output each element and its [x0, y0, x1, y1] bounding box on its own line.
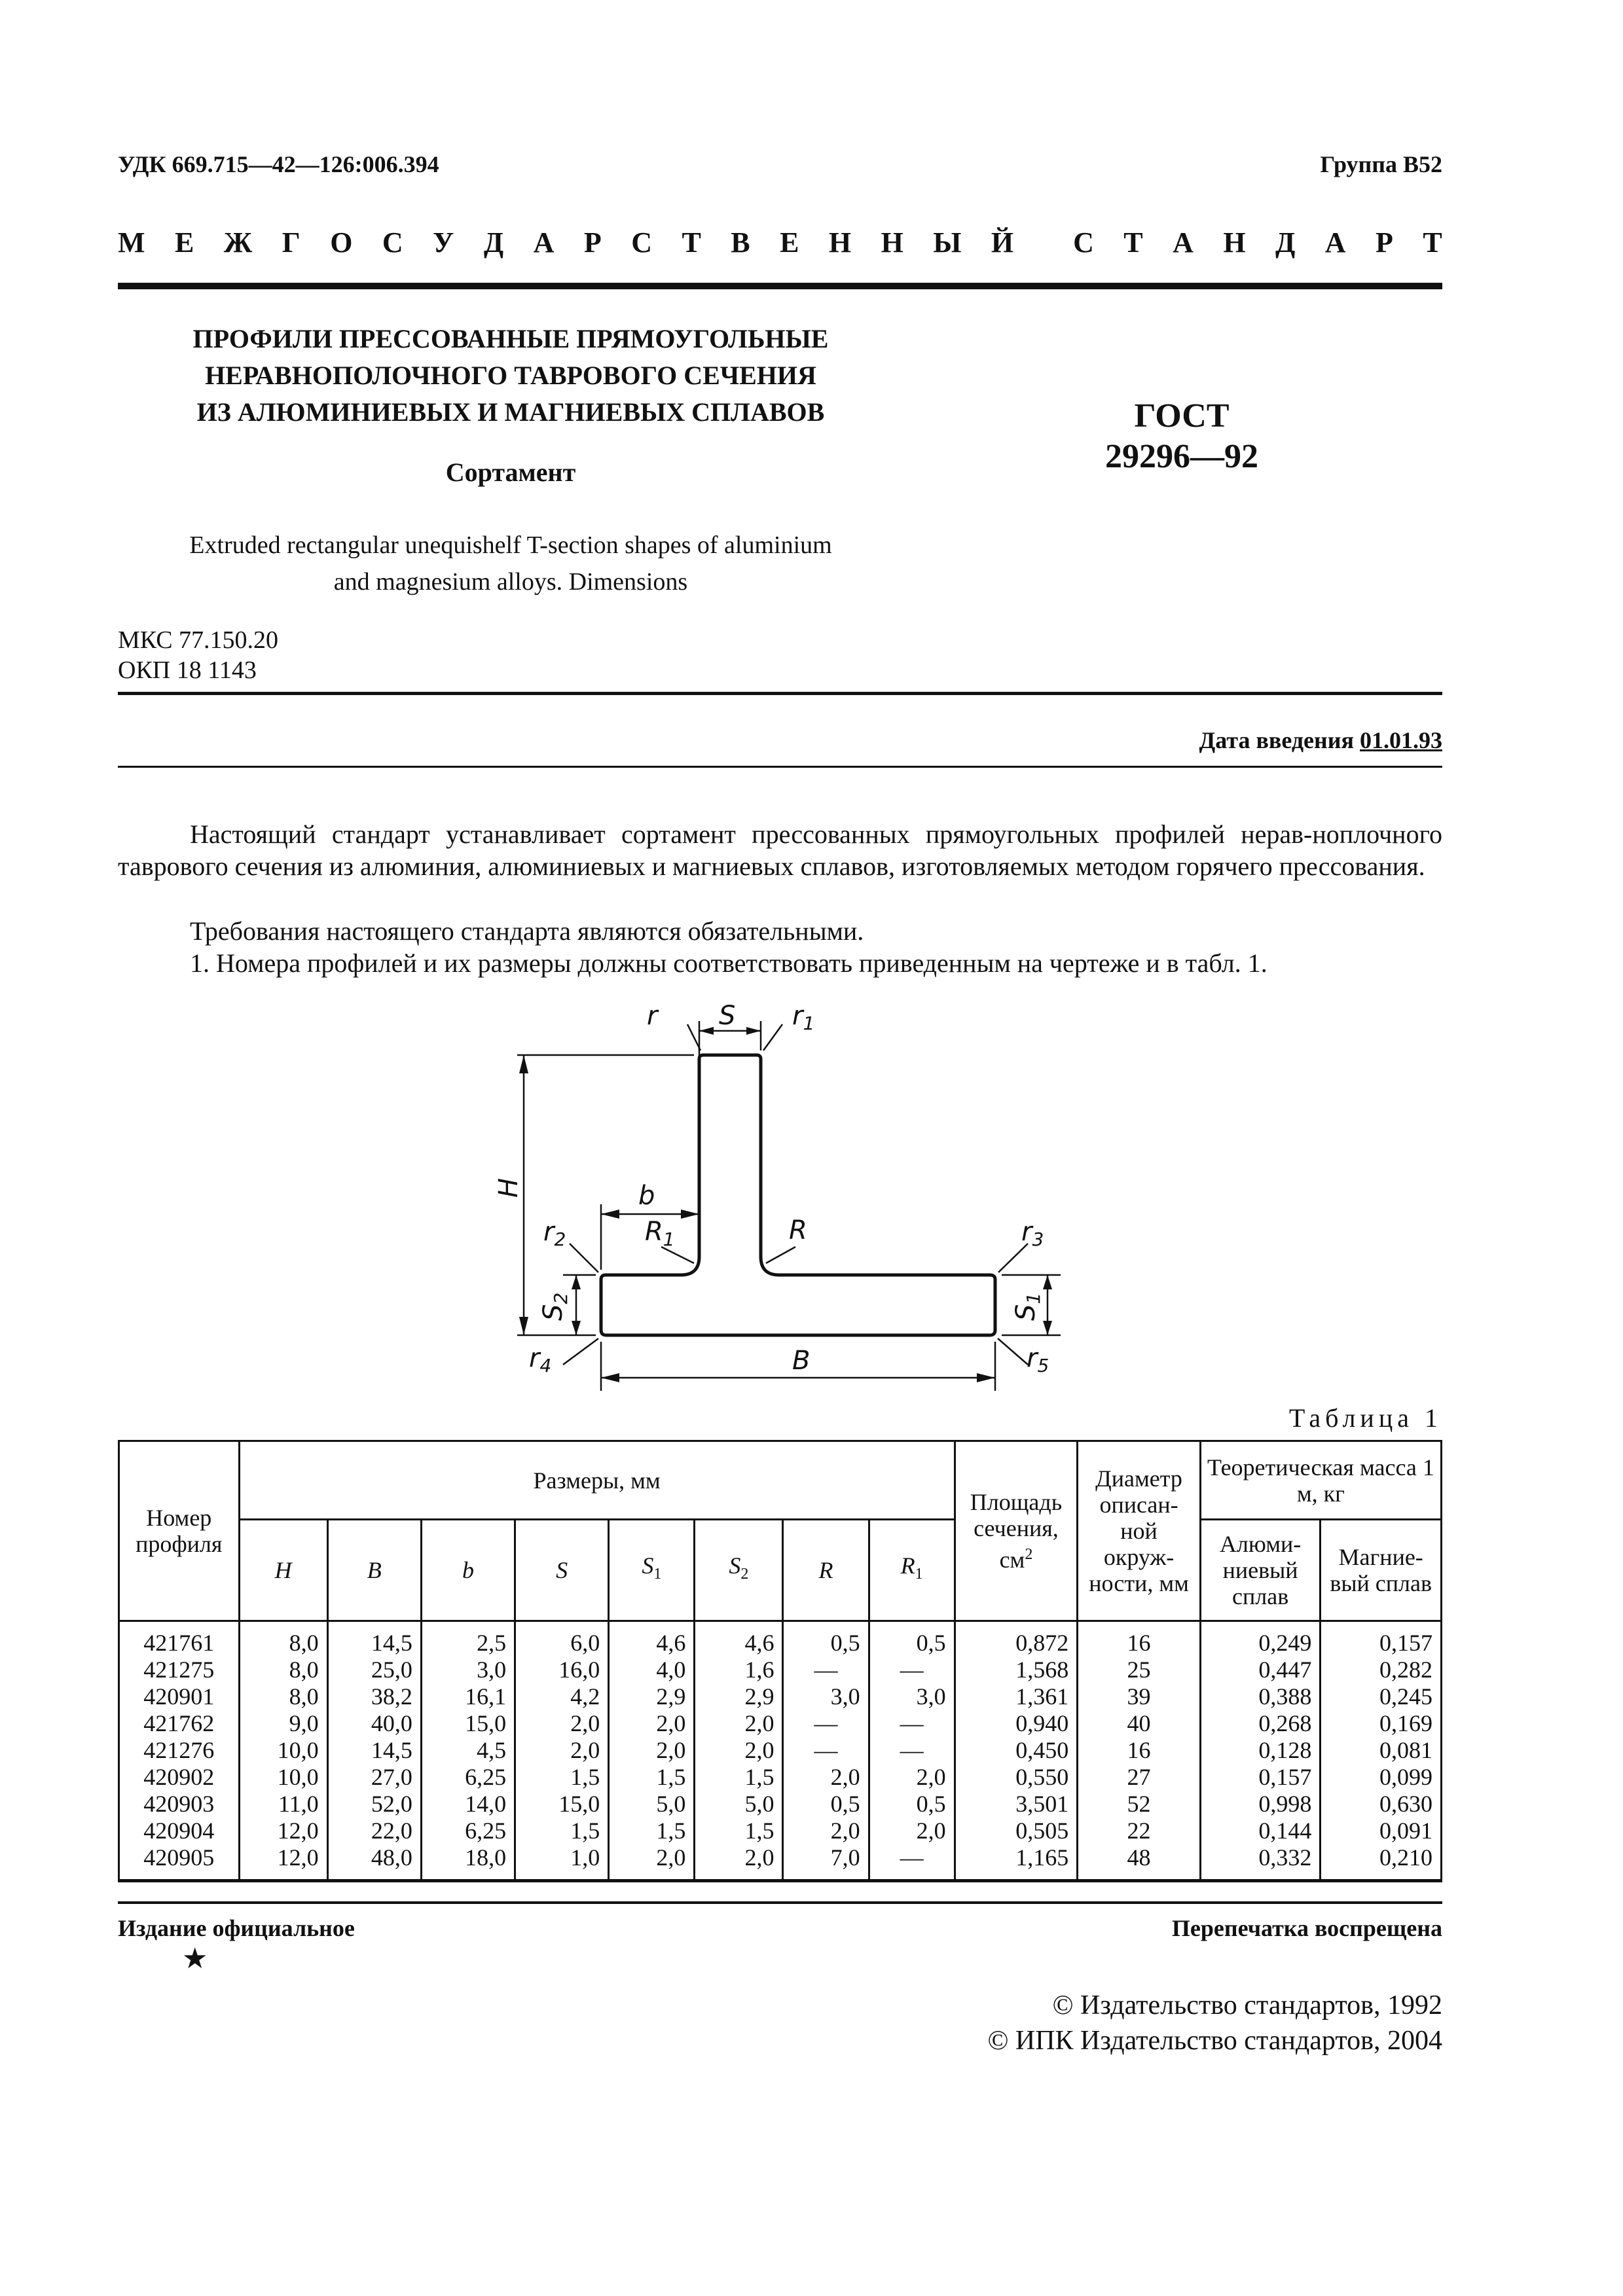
- table-cell: 2,0: [515, 1710, 609, 1737]
- header-S2: $S_2$: [695, 1520, 783, 1621]
- table-cell: 9,0: [239, 1710, 327, 1737]
- table-cell: 12,0: [239, 1818, 327, 1844]
- header-dimensions: Размеры, мм: [239, 1441, 955, 1520]
- table-cell: 421275: [119, 1657, 240, 1683]
- table-cell: 10,0: [239, 1764, 327, 1791]
- heading-letter: А: [1324, 226, 1346, 259]
- date-value: 01.01.93: [1360, 727, 1442, 753]
- table-cell: 3,0: [869, 1683, 955, 1710]
- header-S1: $S_1$: [609, 1520, 695, 1621]
- table-cell: 15,0: [515, 1791, 609, 1818]
- table-cell: 8,0: [239, 1683, 327, 1710]
- table-row: [119, 1737, 1442, 1764]
- heading-letter: Ж: [223, 226, 253, 259]
- header-R1: $R_1$: [869, 1520, 955, 1621]
- mks-code: МКС 77.150.20: [118, 626, 279, 654]
- header-H: H: [239, 1520, 327, 1621]
- table-cell: 0,550: [955, 1764, 1078, 1791]
- table-cell: 0,144: [1200, 1818, 1321, 1844]
- heading-letter: Е: [174, 226, 194, 259]
- table-row: [119, 1683, 1442, 1710]
- heading-letter: Г: [282, 226, 301, 259]
- table-cell: 1,5: [695, 1764, 783, 1791]
- label-R: R: [789, 1215, 807, 1246]
- heading-letter: Д: [1275, 226, 1296, 259]
- official-edition: Издание официальное: [118, 1915, 355, 1941]
- table-cell: 22,0: [327, 1818, 421, 1844]
- table-cell: 40: [1078, 1710, 1201, 1737]
- table-cell: 3,501: [955, 1791, 1078, 1818]
- table-cell: 0,245: [1321, 1683, 1442, 1710]
- table-cell: 421762: [119, 1710, 240, 1737]
- title-line-3: ИЗ АЛЮМИНИЕВЫХ И МАГНИЕВЫХ СПЛАВОВ: [196, 397, 825, 427]
- table-cell: 0,169: [1321, 1710, 1442, 1737]
- table-row: [119, 1764, 1442, 1791]
- heading-letter: С: [1073, 226, 1094, 259]
- table-cell: 1,5: [515, 1818, 609, 1844]
- table-cell: 420904: [119, 1818, 240, 1844]
- table-cell: 1,6: [695, 1657, 783, 1683]
- english-title-line-1: Extruded rectangular unequishelf T-section shapes of aluminium: [189, 531, 832, 559]
- table-cell: 8,0: [239, 1657, 327, 1683]
- table-cell: 16,0: [515, 1657, 609, 1683]
- table-cell: 420905: [119, 1844, 240, 1881]
- table-cell: 5,0: [609, 1791, 695, 1818]
- table-cell: 421276: [119, 1737, 240, 1764]
- table-cell: 5,0: [695, 1791, 783, 1818]
- dimension-arrows: [519, 1027, 1052, 1382]
- header-mass: Теоретическая масса 1 м, кг: [1200, 1441, 1441, 1520]
- table-cell: 2,0: [609, 1844, 695, 1881]
- header-profile-number: Номер профиля: [119, 1441, 240, 1621]
- table-cell: 2,9: [609, 1683, 695, 1710]
- table-cell: 2,0: [695, 1737, 783, 1764]
- table-cell: 16: [1078, 1621, 1201, 1657]
- table-cell: 14,0: [421, 1791, 515, 1818]
- table-cell: 15,0: [421, 1710, 515, 1737]
- header-b: b: [421, 1520, 515, 1621]
- udk-code: УДК 669.715—42—126:006.394: [118, 151, 439, 177]
- table-cell: 0,630: [1321, 1791, 1442, 1818]
- table-cell: 1,5: [515, 1764, 609, 1791]
- label-R1: $R_1$: [645, 1217, 675, 1250]
- table-row: [119, 1657, 1442, 1683]
- table-cell: 38,2: [327, 1683, 421, 1710]
- table-cell: 2,0: [609, 1737, 695, 1764]
- heading-letter: Т: [1423, 226, 1442, 259]
- okp-code: ОКП 18 1143: [118, 656, 257, 684]
- table-cell: 6,0: [515, 1621, 609, 1657]
- table-cell: 0,5: [783, 1791, 869, 1818]
- gost-code: 29296—92: [1105, 438, 1258, 475]
- table-cell: 2,0: [695, 1710, 783, 1737]
- table-cell: 4,2: [515, 1683, 609, 1710]
- table-cell: 14,5: [327, 1621, 421, 1657]
- table-row: [119, 1844, 1442, 1881]
- heading-letter: Н: [828, 226, 852, 259]
- table-cell: 1,361: [955, 1683, 1078, 1710]
- table-cell: 16: [1078, 1737, 1201, 1764]
- heading-letter: Н: [881, 226, 903, 259]
- table-cell: 2,0: [869, 1764, 955, 1791]
- table-cell: 52: [1078, 1791, 1201, 1818]
- table-cell: 0,128: [1200, 1737, 1321, 1764]
- table-cell: 4,6: [695, 1621, 783, 1657]
- document-subtitle: Сортамент: [445, 457, 576, 487]
- table-cell: 1,165: [955, 1844, 1078, 1881]
- table-cell: 2,0: [515, 1737, 609, 1764]
- table-cell: 0,099: [1321, 1764, 1442, 1791]
- table-cell: 16,1: [421, 1683, 515, 1710]
- heading-letter: Й: [991, 226, 1014, 259]
- label-r1: $r_1$: [792, 1001, 815, 1034]
- table-cell: 22: [1078, 1818, 1201, 1844]
- table-cell: 11,0: [239, 1791, 327, 1818]
- table-cell: 0,998: [1200, 1791, 1321, 1818]
- heading-letter: Р: [1376, 226, 1393, 259]
- header-R: R: [783, 1520, 869, 1621]
- table-cell: 1,5: [695, 1818, 783, 1844]
- table-cell: 3,0: [421, 1657, 515, 1683]
- table-cell: —: [869, 1844, 955, 1881]
- table-cell: 0,282: [1321, 1657, 1442, 1683]
- table-cell: 2,0: [869, 1818, 955, 1844]
- table-row: [119, 1710, 1442, 1737]
- table-cell: 7,0: [783, 1844, 869, 1881]
- header-magnesium-alloy: Магние-вый сплав: [1321, 1520, 1442, 1621]
- table-cell: 18,0: [421, 1844, 515, 1881]
- table-cell: 12,0: [239, 1844, 327, 1881]
- table-cell: 4,5: [421, 1737, 515, 1764]
- heading-letter: Н: [1223, 226, 1246, 259]
- header-S: S: [515, 1520, 609, 1621]
- footer-rule: [118, 1901, 1442, 1904]
- table-cell: 6,25: [421, 1818, 515, 1844]
- label-r: r: [647, 1001, 658, 1031]
- table-cell: —: [869, 1657, 955, 1683]
- heading-letter: А: [1173, 226, 1194, 259]
- profile-outline: [601, 1055, 996, 1336]
- table-cell: 2,0: [783, 1764, 869, 1791]
- label-S1: $S_1$: [1011, 1292, 1044, 1321]
- heading-letter: Ы: [933, 226, 962, 259]
- label-r4: $r_4$: [529, 1343, 552, 1376]
- table-cell: —: [869, 1710, 955, 1737]
- heading-letter: Р: [583, 226, 602, 259]
- table-cell: 48,0: [327, 1844, 421, 1881]
- copyright-2004: © ИПК Издательство стандартов, 2004: [987, 2026, 1442, 2056]
- gost-label: ГОСТ: [1134, 397, 1230, 435]
- heading-letter: О: [330, 226, 353, 259]
- reprint-prohibited: Перепечатка воспрещена: [1171, 1915, 1442, 1941]
- table-cell: 2,0: [783, 1818, 869, 1844]
- label-r5: $r_5$: [1027, 1343, 1049, 1376]
- heading-letter: У: [433, 226, 454, 259]
- table-cell: 420903: [119, 1791, 240, 1818]
- title-line-2: НЕРАВНОПОЛОЧНОГО ТАВРОВОГО СЕЧЕНИЯ: [205, 361, 816, 390]
- heading-letter: Д: [483, 226, 504, 259]
- table-row: [119, 1818, 1442, 1844]
- table-cell: 0,505: [955, 1818, 1078, 1844]
- table-cell: 2,0: [609, 1710, 695, 1737]
- table-cell: 0,940: [955, 1710, 1078, 1737]
- english-title-line-2: and magnesium alloys. Dimensions: [333, 568, 688, 596]
- table-cell: —: [869, 1737, 955, 1764]
- table-cell: 2,0: [695, 1844, 783, 1881]
- label-H: H: [494, 1177, 524, 1198]
- table-cell: —: [783, 1737, 869, 1764]
- group-code: Группа В52: [1320, 151, 1442, 177]
- profiles-table: [118, 1440, 1442, 1882]
- table-cell: 0,081: [1321, 1737, 1442, 1764]
- label-S: S: [719, 1001, 736, 1031]
- table-cell: 0,5: [783, 1621, 869, 1657]
- table-cell: 3,0: [783, 1683, 869, 1710]
- table-cell: 8,0: [239, 1621, 327, 1657]
- table-cell: 39: [1078, 1683, 1201, 1710]
- table-cell: 420902: [119, 1764, 240, 1791]
- table-cell: 1,5: [609, 1818, 695, 1844]
- table-cell: 0,268: [1200, 1710, 1321, 1737]
- table-cell: 421761: [119, 1621, 240, 1657]
- heading-letter: С: [382, 226, 403, 259]
- table-cell: 27,0: [327, 1764, 421, 1791]
- table-cell: 4,6: [609, 1621, 695, 1657]
- heading-letter: Т: [682, 226, 701, 259]
- table-cell: 420901: [119, 1683, 240, 1710]
- table-cell: 0,5: [869, 1791, 955, 1818]
- table-cell: 0,157: [1321, 1621, 1442, 1657]
- header-diameter: Диаметр описан-ной окруж-ности, мм: [1078, 1441, 1201, 1621]
- table-row: [119, 1791, 1442, 1818]
- table-cell: 4,0: [609, 1657, 695, 1683]
- table-cell: 0,872: [955, 1621, 1078, 1657]
- table-cell: 48: [1078, 1844, 1201, 1881]
- star-icon: ★: [182, 1943, 208, 1975]
- table-cell: 0,210: [1321, 1844, 1442, 1881]
- label-B: B: [792, 1346, 811, 1376]
- table-caption: Таблица 1: [1288, 1403, 1442, 1433]
- table-cell: —: [783, 1657, 869, 1683]
- table-cell: 14,5: [327, 1737, 421, 1764]
- table-cell: 40,0: [327, 1710, 421, 1737]
- header-B: B: [327, 1520, 421, 1621]
- table-cell: —: [783, 1710, 869, 1737]
- title-line-1: ПРОФИЛИ ПРЕССОВАННЫЕ ПРЯМОУГОЛЬНЫЕ: [192, 324, 829, 353]
- table-cell: 2,5: [421, 1621, 515, 1657]
- clause-1-paragraph: 1. Номера профилей и их размеры должны соответствовать приведенным на чертеже и в табл. 1.: [190, 948, 1267, 978]
- copyright-1992: © Издательство стандартов, 1992: [1052, 1990, 1442, 2020]
- table-cell: 52,0: [327, 1791, 421, 1818]
- table-cell: 1,5: [609, 1764, 695, 1791]
- heading-letter: Т: [1123, 226, 1143, 259]
- label-S2: $S_2$: [538, 1292, 572, 1321]
- table-row: [119, 1621, 1442, 1657]
- mandatory-paragraph: Требования настоящего стандарта являются обязательными.: [190, 916, 864, 946]
- date-label: Дата введения: [1199, 727, 1354, 753]
- heading-letter: Е: [780, 226, 799, 259]
- table-cell: 0,447: [1200, 1657, 1321, 1683]
- table-cell: 2,9: [695, 1683, 783, 1710]
- heading-letter: С: [631, 226, 652, 259]
- table-cell: 0,388: [1200, 1683, 1321, 1710]
- table-cell: 10,0: [239, 1737, 327, 1764]
- intro-paragraph: Настоящий стандарт устанавливает сортамент прессованных прямоугольных профилей нерав-ноплочного таврового сечения из алюминия, алюминиевых и магниевых сплавов, изготовляемых методом горячего прессования.: [118, 819, 1442, 881]
- table-cell: 0,5: [869, 1621, 955, 1657]
- table-cell: 0,450: [955, 1737, 1078, 1764]
- t-profile: [601, 1055, 995, 1335]
- table-cell: 25,0: [327, 1657, 421, 1683]
- table-cell: 0,332: [1200, 1844, 1321, 1881]
- heading-letter: В: [731, 226, 750, 259]
- table-cell: 25: [1078, 1657, 1201, 1683]
- heading-letter: М: [118, 226, 145, 259]
- label-r3: $r_3$: [1021, 1217, 1044, 1250]
- table-cell: 6,25: [421, 1764, 515, 1791]
- heading-letter: А: [533, 226, 555, 259]
- header-aluminium-alloy: Алюми-ниевый сплав: [1200, 1520, 1321, 1621]
- label-r2: $r_2$: [543, 1217, 566, 1250]
- table-cell: 0,249: [1200, 1621, 1321, 1657]
- table-cell: 1,0: [515, 1844, 609, 1881]
- label-b: b: [638, 1181, 655, 1211]
- table-cell: 0,091: [1321, 1818, 1442, 1844]
- table-cell: 1,568: [955, 1657, 1078, 1683]
- header-area: Площадь сечения, $см^2$: [955, 1441, 1078, 1621]
- table-cell: 27: [1078, 1764, 1201, 1791]
- table-cell: 0,157: [1200, 1764, 1321, 1791]
